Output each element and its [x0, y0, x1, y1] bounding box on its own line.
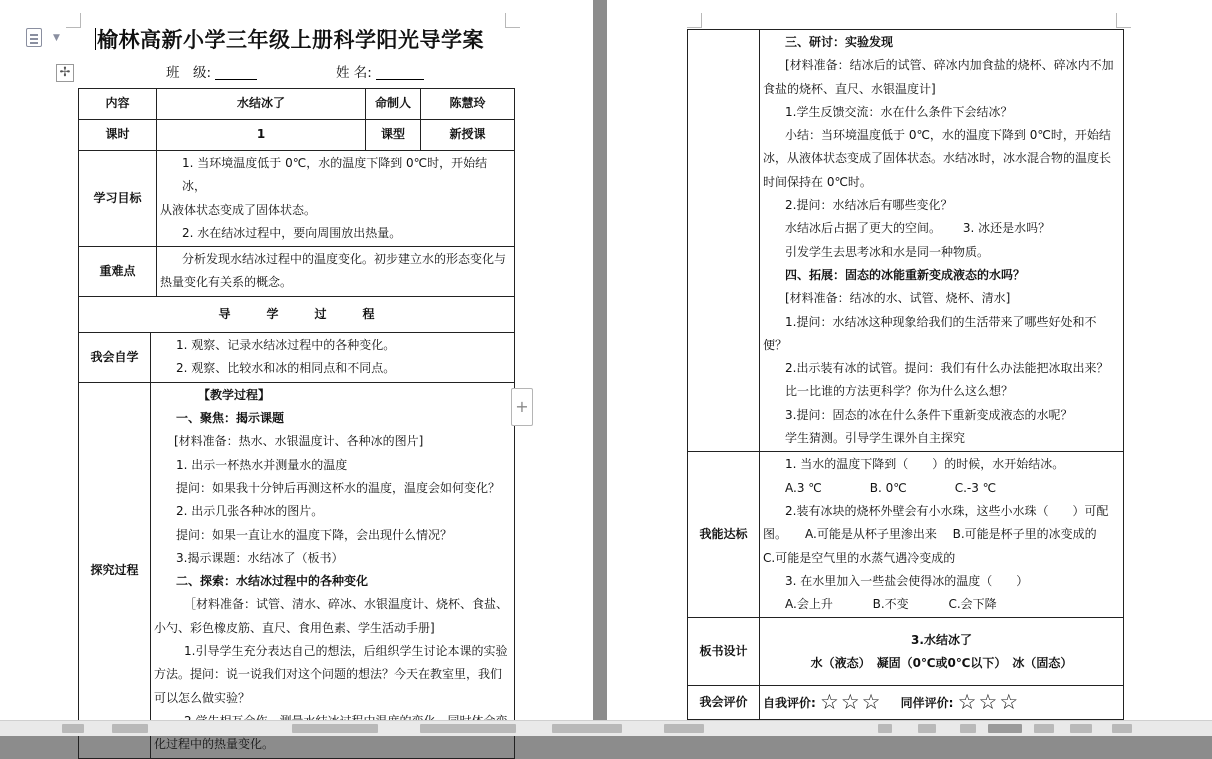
inquiry-line: 引发学生去思考冰和水是同一种物质。 [785, 244, 990, 259]
mastery-cell [760, 452, 1124, 618]
name-blank[interactable] [376, 65, 424, 80]
inquiry-line: 时间保持在 0℃时。 [763, 174, 872, 189]
explore-line: 3.揭示课题：水结冰了（板书） [176, 550, 344, 565]
board-design-cell [760, 618, 1124, 686]
learning-goals-cell [157, 151, 515, 247]
web-view-icon[interactable] [1034, 724, 1054, 733]
explore-line: 一、聚焦：揭示课题 [176, 411, 285, 426]
inquiry-line: 冰，从液体状态变成了固体状态。水结冰时，冰水混合物的温度长 [763, 151, 1112, 166]
inquiry-line: 3.提问：固态的冰在什么条件下重新变成液态的水呢？ [785, 407, 1073, 422]
goal-line: 从液体状态变成了固体状态。 [160, 202, 317, 217]
guide-process-header: 导 学 过 程 [79, 297, 515, 333]
key-points-cell [157, 247, 515, 297]
status-item[interactable] [420, 724, 516, 733]
explore-line: 二、探索：水结冰过程中的各种变化 [176, 574, 369, 589]
chevron-down-icon[interactable]: ▼ [53, 33, 60, 43]
board-design-label: 板书设计 [688, 618, 760, 686]
explore-line: 小勺、彩色橡皮筋、直尺、食用色素、学生活动手册] [154, 620, 435, 635]
explore-process-cell [151, 382, 515, 758]
name-field[interactable] [336, 61, 424, 81]
self-evaluation-stars-icon[interactable]: ☆☆☆ [820, 689, 883, 714]
key-point-line: 热量变化有关系的概念。 [160, 275, 293, 290]
lesson-plan-table-continued [687, 29, 1124, 720]
page-corner-mark [505, 13, 520, 28]
status-item[interactable] [62, 724, 84, 733]
board-line: 水（液态） 凝固（0℃或0℃以下） 冰（固态） [810, 655, 1073, 670]
inquiry-line: 1.提问：水结冰这种现象给我们的生活带来了哪些好处和不 [785, 314, 1097, 329]
explore-line: 可以怎么做实验？ [154, 690, 251, 705]
inquiry-line: 水结冰后占据了更大的空间。 3. 冰还是水吗？ [785, 221, 1051, 236]
explore-line: 【教学过程】 [198, 387, 271, 402]
mastery-label: 我能达标 [688, 452, 760, 618]
focus-icon[interactable] [1112, 724, 1132, 733]
inquiry-line: 1.学生反馈交流：水在什么条件下会结冰？ [785, 104, 1013, 119]
page-corner-mark [687, 13, 702, 28]
mastery-line: C.可能是空气里的水蒸气遇冷变成的 [763, 550, 956, 565]
read-mode-icon[interactable] [918, 724, 936, 733]
mastery-line: 图。 A.可能是从杯子里渗出来 B.可能是杯子里的冰变成的 [763, 527, 1097, 542]
evaluation-cell [760, 686, 1124, 720]
inquiry-line: 食盐的烧杯、直尺、水银温度计] [763, 81, 936, 96]
explore-line: 2. 出示几张各种冰的图片。 [176, 504, 324, 519]
explore-process-label: 探究过程 [79, 382, 151, 758]
inquiry-line: 2.出示装有冰的试管。提问：我们有什么办法能把冰取出来？ [785, 361, 1109, 376]
add-page-button[interactable]: + [511, 388, 533, 426]
inquiry-line: 便？ [763, 337, 788, 352]
class-blank[interactable] [215, 65, 257, 80]
document-page-2 [607, 0, 1212, 720]
mastery-line: A.会上升 B.不变 C.会下降 [785, 597, 997, 612]
content-value: 水结冰了 [157, 89, 366, 120]
inquiry-line: 小结：当环境温度低于 0℃，水的温度下降到 0℃时，开始结 [785, 128, 1111, 143]
self-study-item: 1. 观察、记录水结冰过程中的各种变化。 [176, 338, 396, 353]
learning-goals-label: 学习目标 [79, 151, 157, 247]
inquiry-line: 三、研讨：实验发现 [785, 35, 894, 49]
status-item[interactable] [292, 724, 378, 733]
self-evaluation-label: 自我评价: [763, 695, 816, 710]
mastery-line: 3. 在水里加入一些盐会使得冰的温度（ ） [785, 573, 1029, 588]
text-cursor [95, 28, 96, 50]
table-move-handle-icon[interactable]: ✢ [56, 64, 74, 82]
status-item[interactable] [664, 724, 704, 733]
peer-evaluation-stars-icon[interactable]: ☆☆☆ [957, 689, 1021, 714]
pen-icon[interactable] [960, 724, 976, 733]
inquiry-line: 学生猜测。引导学生课外自主探究 [785, 431, 966, 446]
explore-line: 方法。提问：说一说我们对这个问题的想法？今天在教室里，我们 [154, 667, 503, 682]
explore-line: 提问：如果我十分钟后再测这杯水的温度，温度会如何变化？ [176, 480, 501, 495]
class-field[interactable] [166, 61, 257, 81]
explore-line: 化过程中的热量变化。 [154, 737, 275, 752]
maker-value: 陈慧玲 [421, 89, 515, 120]
explore-line: 1. 出示一杯热水并测量水的温度 [176, 457, 348, 472]
title-text: 榆林高新小学三年级上册科学阳光导学案 [97, 27, 484, 52]
mastery-line: 2.装有冰块的烧杯外壁会有小水珠，这些小水珠（ ）可配 [785, 503, 1109, 518]
key-point-line: 分析发现水结冰过程中的温度变化。初步建立水的形态变化与 [182, 252, 507, 267]
lesson-type-label: 课型 [366, 120, 421, 151]
name-label: 姓 名: [336, 65, 372, 81]
page-corner-mark [1116, 13, 1131, 28]
self-study-item: 2. 观察、比较水和冰的相同点和不同点。 [176, 361, 396, 376]
document-page-1 [0, 0, 593, 752]
content-label: 内容 [79, 89, 157, 120]
inquiry-line: 2.提问：水结冰后有哪些变化？ [785, 198, 953, 213]
self-study-cell [151, 333, 515, 383]
inquiry-line: [材料准备：结冰后的试管、碎冰内加食盐的烧杯、碎冰内不加 [785, 58, 1114, 73]
class-label: 班 级: [166, 65, 212, 81]
maker-label: 命制人 [366, 89, 421, 120]
inquiry-line: [材料准备：结冰的水、试管、烧杯、清水] [785, 291, 1011, 306]
view-mode-icon[interactable] [878, 724, 892, 733]
inquiry-cell [760, 30, 1124, 452]
globe-icon[interactable] [1070, 724, 1092, 733]
board-title: 3.水结冰了 [911, 632, 972, 647]
page-view-icon[interactable] [988, 724, 1022, 733]
page-corner-mark [66, 13, 81, 28]
explore-line: 提问：如果一直让水的温度下降，会出现什么情况？ [176, 527, 453, 542]
mastery-line: 1. 当水的温度下降到（ ）的时候，水开始结冰。 [785, 457, 1065, 472]
document-icon[interactable] [26, 28, 42, 47]
goal-line: 1. 当环境温度低于 0℃，水的温度下降到 0℃时，开始结冰， [182, 156, 488, 194]
status-item[interactable] [552, 724, 622, 733]
explore-line: [材料准备：热水、水银温度计、各种冰的图片] [174, 434, 424, 449]
inquiry-label-empty [688, 30, 760, 452]
self-study-label: 我会自学 [79, 333, 151, 383]
goal-line: 2. 水在结冰过程中，要向周围放出热量。 [182, 225, 402, 240]
explore-line: ［材料准备：试管、清水、碎冰、水银温度计、烧杯、食盐、 [184, 597, 509, 612]
period-label: 课时 [79, 120, 157, 151]
lesson-type-value: 新授课 [421, 120, 515, 151]
explore-line: 1.引导学生充分表达自己的想法，后组织学生讨论本课的实验 [184, 644, 508, 659]
mastery-line: A.3 ℃ B. 0℃ C.-3 ℃ [785, 480, 997, 495]
peer-evaluation-label: 同伴评价: [900, 695, 954, 710]
lesson-plan-table [78, 88, 515, 759]
key-points-label: 重难点 [79, 247, 157, 297]
status-bar [0, 720, 1212, 736]
evaluation-label: 我会评价 [688, 686, 760, 720]
inquiry-line: 比一比谁的方法更科学？你为什么这么想？ [785, 384, 1014, 399]
inquiry-line: 四、拓展：固态的冰能重新变成液态的水吗？ [785, 267, 1026, 282]
period-value: 1 [157, 120, 366, 151]
status-item[interactable] [112, 724, 148, 733]
document-title[interactable] [95, 24, 484, 54]
